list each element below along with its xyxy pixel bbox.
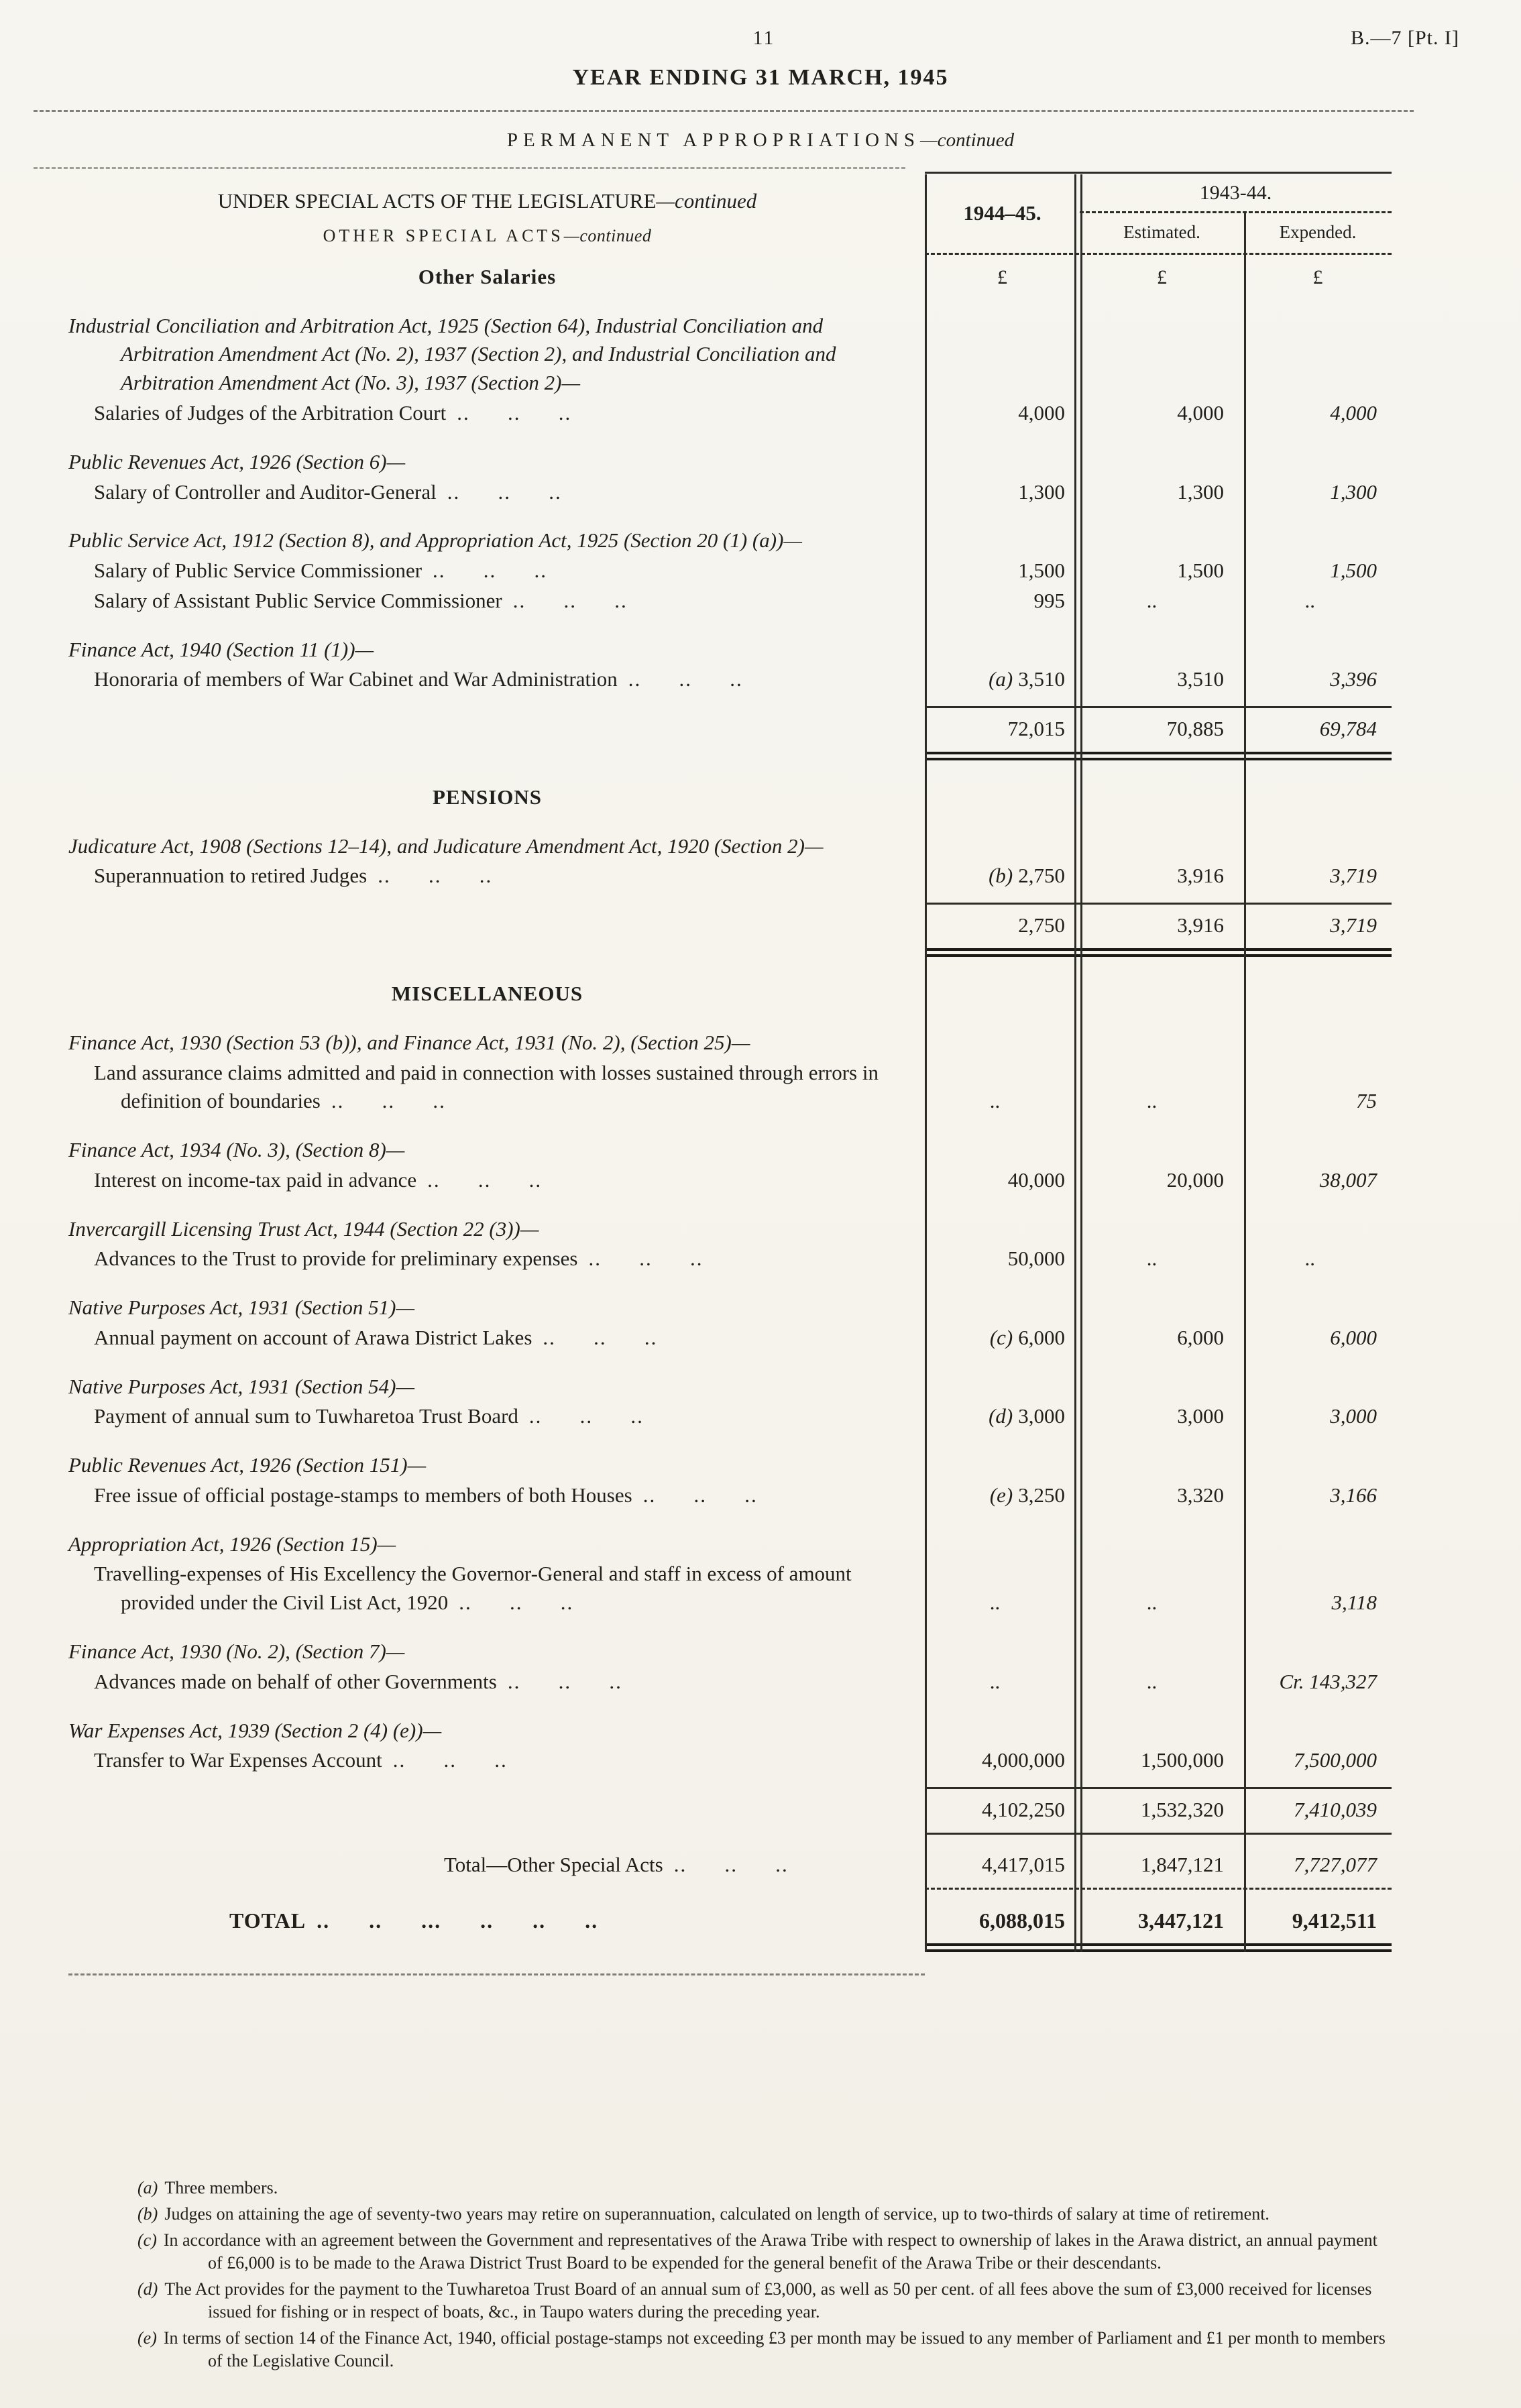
amount-estimated: .. bbox=[1146, 1247, 1158, 1271]
currency-symbol-estimated: £ bbox=[1157, 266, 1167, 288]
act-citation: Invercargill Licensing Trust Act, 1944 (Section 22 (3))— bbox=[68, 1216, 539, 1241]
column-header-1943-44: 1943-44. bbox=[1080, 174, 1392, 213]
grand-total-band bbox=[925, 1899, 1392, 1952]
amount-expended: 4,000 bbox=[1330, 401, 1377, 425]
dot-leaders: .. .. .. bbox=[427, 1167, 543, 1192]
item-label: Advances to the Trust to provide for preliminary expenses bbox=[94, 1247, 578, 1271]
subtotal-1944-45: 2,750 bbox=[1018, 913, 1065, 937]
act-citation: Finance Act, 1934 (No. 3), (Section 8)— bbox=[68, 1138, 405, 1162]
subtotal-estimated: 1,532,320 bbox=[1141, 1798, 1224, 1822]
amount-1944-45: .. bbox=[989, 1591, 1001, 1615]
appropriations-table bbox=[68, 172, 1392, 1975]
header-line1: UNDER SPECIAL ACTS OF THE LEGISLATURE bbox=[217, 189, 657, 213]
amount-1944-45: 1,300 bbox=[1018, 479, 1065, 504]
act-citation: Finance Act, 1930 (Section 53 (b)), and Finance Act, 1931 (No. 2), (Section 25)— bbox=[68, 1030, 750, 1054]
grand-total-expended: 9,412,511 bbox=[1292, 1908, 1377, 1933]
dot-leaders: .. .. .. bbox=[528, 1404, 644, 1428]
item-label: Advances made on behalf of other Governments bbox=[94, 1669, 497, 1693]
footnote-b bbox=[67, 2203, 1394, 2226]
section-heading-row bbox=[68, 980, 1392, 1009]
table-row bbox=[68, 557, 1392, 585]
subcolumn-headers bbox=[1080, 213, 1392, 253]
column-header-estimated: Estimated. bbox=[1123, 221, 1200, 242]
column-rule-2 bbox=[1244, 213, 1246, 1951]
table-entry bbox=[68, 312, 1392, 428]
table-row bbox=[68, 1324, 1392, 1353]
table-entry bbox=[68, 1215, 1392, 1274]
item-label: Salary of Controller and Auditor-General bbox=[94, 479, 437, 504]
table-row bbox=[68, 1560, 1392, 1617]
act-citation: Public Service Act, 1912 (Section 8), and Appropriation Act, 1925 (Section 20 (1) (a))— bbox=[68, 528, 802, 553]
amount-expended: .. bbox=[1305, 1247, 1316, 1271]
item-label: Superannuation to retired Judges bbox=[94, 864, 368, 888]
table-entry bbox=[68, 1373, 1392, 1432]
dot-leaders: .. .. .. bbox=[512, 588, 628, 612]
amount-estimated: .. bbox=[1146, 1591, 1158, 1615]
column-rule-1 bbox=[925, 174, 927, 1951]
total-band bbox=[925, 1844, 1392, 1890]
subtotal-expended: 7,410,039 bbox=[1294, 1798, 1377, 1822]
item-label: Transfer to War Expenses Account bbox=[94, 1748, 382, 1772]
table-entry bbox=[68, 1717, 1392, 1776]
subtotal-1944-45: 72,015 bbox=[1007, 717, 1065, 741]
amount-estimated: 3,000 bbox=[1177, 1404, 1224, 1428]
total-other-label: Total—Other Special Acts bbox=[444, 1852, 663, 1876]
footnote-marker: (a) bbox=[137, 2178, 158, 2198]
column-header-1944-45: 1944–45. bbox=[963, 200, 1041, 225]
page-number: 11 bbox=[752, 27, 775, 49]
table-row bbox=[68, 1245, 1392, 1273]
footnote-text: Judges on attaining the age of seventy-two years may retire on superannuation, calculated on length of service, up to two-thirds of salary at time of retirement. bbox=[164, 2203, 1270, 2224]
footnote-marker: (d) bbox=[137, 2279, 158, 2299]
dot-leaders: .. .. .. bbox=[392, 1748, 508, 1772]
amount-estimated: 3,510 bbox=[1177, 667, 1224, 691]
dot-leaders: .. .. .. bbox=[642, 1483, 758, 1507]
table-row bbox=[68, 665, 1392, 694]
amount-1944-45: 1,500 bbox=[1018, 559, 1065, 583]
footnote-d bbox=[67, 2278, 1394, 2324]
amount-expended: .. bbox=[1305, 588, 1316, 612]
act-citation: War Expenses Act, 1939 (Section 2 (4) (e))— bbox=[68, 1718, 442, 1742]
amount-1944-45: (a) 3,510 bbox=[989, 667, 1065, 691]
amount-expended: 6,000 bbox=[1330, 1325, 1377, 1349]
amount-estimated: .. bbox=[1146, 588, 1158, 612]
table-header-row bbox=[68, 172, 1392, 255]
amount-1944-45: .. bbox=[989, 1089, 1001, 1113]
act-citation: Industrial Conciliation and Arbitration Act, 1925 (Section 64), Industrial Conciliation and Arbitration Amendment Act (No. 2), 1937 (Section 2), and Industrial Conciliation and Arbitration Amendment Act (No. 3), 1937 (Section 2)— bbox=[68, 313, 836, 395]
table-entry bbox=[68, 636, 1392, 695]
header-line2: OTHER SPECIAL ACTS bbox=[323, 226, 564, 246]
footnote-c bbox=[67, 2229, 1394, 2275]
table-entry bbox=[68, 1530, 1392, 1617]
amount-estimated: .. bbox=[1146, 1089, 1158, 1113]
dot-leaders: .. .. .. bbox=[673, 1852, 789, 1876]
table-row bbox=[68, 587, 1392, 616]
footnote-marker: (e) bbox=[137, 2328, 157, 2348]
table-grid bbox=[68, 172, 1392, 1951]
grand-total-label: TOTAL bbox=[229, 1908, 306, 1933]
amount-estimated: 4,000 bbox=[1177, 401, 1224, 425]
item-label: Salaries of Judges of the Arbitration Court bbox=[94, 401, 447, 425]
section-heading-pensions: PENSIONS bbox=[432, 785, 543, 809]
subtotal-band bbox=[925, 1787, 1392, 1835]
grand-total-row bbox=[68, 1899, 1392, 1952]
footnote-text: In accordance with an agreement between the Government and representatives of the Arawa Tribe with respect to ownership of lakes in the Arawa district, an annual payment of £6,000 is to be made to the Arawa District Trust Board to be expended for the general benefit of the Arawa Tribe or their descendants. bbox=[163, 2230, 1377, 2273]
amount-1944-45: 995 bbox=[1033, 588, 1065, 612]
dot-leaders: .. .. ... .. .. .. bbox=[317, 1908, 599, 1933]
money-columns-header bbox=[925, 172, 1392, 255]
table-row bbox=[68, 862, 1392, 891]
item-label: Payment of annual sum to Tuwharetoa Trust Board bbox=[94, 1404, 518, 1428]
table-entry bbox=[68, 526, 1392, 615]
amount-1944-45: 40,000 bbox=[1007, 1167, 1065, 1192]
divider-rule-partial bbox=[34, 167, 905, 169]
item-label: Annual payment on account of Arawa District Lakes bbox=[94, 1325, 532, 1349]
item-label: Honoraria of members of War Cabinet and War Administration bbox=[94, 667, 618, 691]
footnote-text: Three members. bbox=[164, 2178, 278, 2198]
dot-leaders: .. .. .. bbox=[447, 479, 562, 504]
table-row bbox=[68, 478, 1392, 507]
amount-1944-45: .. bbox=[989, 1669, 1001, 1693]
page-header bbox=[0, 0, 1521, 52]
total-1944-45: 4,417,015 bbox=[982, 1852, 1065, 1876]
amount-estimated: 3,320 bbox=[1177, 1483, 1224, 1507]
dot-leaders: .. .. .. bbox=[433, 559, 548, 583]
dot-leaders: .. .. .. bbox=[378, 864, 493, 888]
under-special-acts-heading bbox=[68, 187, 906, 216]
table-entry bbox=[68, 1029, 1392, 1116]
amount-expended: 3,719 bbox=[1330, 864, 1377, 888]
subtotal-band bbox=[925, 706, 1392, 760]
item-label: Land assurance claims admitted and paid in connection with losses sustained through errors in definition of boundaries bbox=[94, 1060, 879, 1113]
dot-leaders: .. .. .. bbox=[628, 667, 743, 691]
footnote-text: The Act provides for the payment to the Tuwharetoa Trust Board of an annual sum of £3,000, as well as 50 per cent. of all fees above the sum of £3,000 received for licenses issued for fishing or in respect of boats, &c., in Taupo waters during the preceding year. bbox=[164, 2279, 1372, 2322]
amount-expended: 75 bbox=[1356, 1089, 1377, 1113]
amount-estimated: 1,500 bbox=[1177, 559, 1224, 583]
amount-1944-45: 4,000 bbox=[1018, 401, 1065, 425]
section-heading-row bbox=[68, 783, 1392, 812]
amount-estimated: 3,916 bbox=[1177, 864, 1224, 888]
amount-expended: 1,300 bbox=[1330, 479, 1377, 504]
grand-total-estimated: 3,447,121 bbox=[1138, 1908, 1224, 1933]
table-entry bbox=[68, 448, 1392, 507]
table-entry bbox=[68, 1451, 1392, 1510]
item-label: Travelling-expenses of His Excellency the Governor-General and staff in excess of amount provided under the Civil List Act, 1920 bbox=[94, 1562, 852, 1615]
amount-1944-45: (e) 3,250 bbox=[989, 1483, 1065, 1507]
total-expended: 7,727,077 bbox=[1294, 1852, 1377, 1876]
currency-row bbox=[68, 263, 1392, 292]
table-bottom-rule bbox=[68, 1973, 925, 1975]
table-row bbox=[68, 1402, 1392, 1431]
document-reference: B.—7 [Pt. I] bbox=[1351, 27, 1459, 49]
grand-total-1944-45: 6,088,015 bbox=[979, 1908, 1065, 1933]
footnote-marker: (c) bbox=[137, 2230, 157, 2250]
total-other-special-acts-row bbox=[68, 1844, 1392, 1890]
subtotal-row bbox=[68, 903, 1392, 957]
permanent-appropriations-heading bbox=[0, 127, 1521, 154]
section-heading-miscellaneous: MISCELLANEOUS bbox=[391, 981, 583, 1005]
amount-expended: 3,118 bbox=[1331, 1591, 1377, 1615]
header-line1-continued: —continued bbox=[656, 189, 757, 213]
heading-continued: —continued bbox=[919, 129, 1015, 152]
table-entry bbox=[68, 1638, 1392, 1697]
footnote-e bbox=[67, 2327, 1394, 2373]
section-heading-other-salaries: Other Salaries bbox=[418, 264, 557, 288]
amount-expended: 1,500 bbox=[1330, 559, 1377, 583]
amount-estimated: .. bbox=[1146, 1669, 1158, 1693]
amount-expended: Cr. 143,327 bbox=[1279, 1669, 1377, 1693]
act-citation: Finance Act, 1930 (No. 2), (Section 7)— bbox=[68, 1639, 405, 1663]
column-header-1943-44-group bbox=[1080, 174, 1392, 253]
footnote-marker: (b) bbox=[137, 2203, 158, 2224]
dot-leaders: .. .. .. bbox=[331, 1089, 446, 1113]
table-entry bbox=[68, 1294, 1392, 1353]
column-header-expended: Expended. bbox=[1279, 221, 1357, 242]
subtotal-1944-45: 4,102,250 bbox=[982, 1798, 1065, 1822]
dot-leaders: .. .. .. bbox=[507, 1669, 622, 1693]
amount-expended: 38,007 bbox=[1319, 1167, 1377, 1192]
subtotal-expended: 3,719 bbox=[1330, 913, 1377, 937]
table-row bbox=[68, 1481, 1392, 1510]
subtotal-estimated: 3,916 bbox=[1177, 913, 1224, 937]
column-rule-double bbox=[1074, 174, 1082, 1951]
dot-leaders: .. .. .. bbox=[457, 401, 572, 425]
table-row bbox=[68, 1746, 1392, 1775]
currency-symbol-1944-45: £ bbox=[997, 266, 1007, 288]
dot-leaders: .. .. .. bbox=[588, 1247, 703, 1271]
amount-1944-45: (b) 2,750 bbox=[989, 864, 1065, 888]
amount-estimated: 20,000 bbox=[1166, 1167, 1224, 1192]
item-label: Salary of Public Service Commissioner bbox=[94, 559, 422, 583]
currency-symbol-expended: £ bbox=[1312, 266, 1323, 288]
act-citation: Native Purposes Act, 1931 (Section 54)— bbox=[68, 1374, 415, 1398]
amount-1944-45: (c) 6,000 bbox=[989, 1325, 1065, 1349]
table-entry bbox=[68, 1136, 1392, 1195]
amount-expended: 3,166 bbox=[1330, 1483, 1377, 1507]
act-citation: Finance Act, 1940 (Section 11 (1))— bbox=[68, 637, 374, 661]
footnotes bbox=[67, 2174, 1394, 2373]
dot-leaders: .. .. .. bbox=[543, 1325, 658, 1349]
heading-caps: PERMANENT APPROPRIATIONS bbox=[506, 129, 920, 152]
table-row bbox=[68, 1059, 1392, 1116]
subtotal-row bbox=[68, 1787, 1392, 1835]
dot-leaders: .. .. .. bbox=[459, 1591, 574, 1615]
other-special-acts-heading bbox=[68, 224, 906, 248]
act-citation: Native Purposes Act, 1931 (Section 51)— bbox=[68, 1296, 415, 1320]
act-citation: Public Revenues Act, 1926 (Section 6)— bbox=[68, 449, 406, 473]
header-line2-continued: —continued bbox=[563, 226, 652, 246]
act-citation: Public Revenues Act, 1926 (Section 151)— bbox=[68, 1453, 427, 1477]
subtotal-band bbox=[925, 903, 1392, 957]
table-entry bbox=[68, 832, 1392, 891]
act-citation: Judicature Act, 1908 (Sections 12–14), and Judicature Amendment Act, 1920 (Section 2)— bbox=[68, 834, 824, 858]
amount-expended: 3,000 bbox=[1330, 1404, 1377, 1428]
subtotal-estimated: 70,885 bbox=[1166, 717, 1224, 741]
description-header bbox=[68, 187, 925, 255]
subtotal-expended: 69,784 bbox=[1319, 717, 1377, 741]
subtotal-row bbox=[68, 706, 1392, 760]
amount-estimated: 1,500,000 bbox=[1141, 1748, 1224, 1772]
item-label: Salary of Assistant Public Service Commissioner bbox=[94, 588, 502, 612]
amount-1944-45: (d) 3,000 bbox=[989, 1404, 1065, 1428]
amount-estimated: 1,300 bbox=[1177, 479, 1224, 504]
amount-1944-45: 50,000 bbox=[1007, 1247, 1065, 1271]
table-row bbox=[68, 1166, 1392, 1195]
footnote-text: In terms of section 14 of the Finance Act, 1940, official postage-stamps not exceeding £3 per month may be issued to any member of Parliament and £1 per month to members of the Legislative Council. bbox=[163, 2328, 1386, 2371]
act-citation: Appropriation Act, 1926 (Section 15)— bbox=[68, 1532, 396, 1556]
divider-rule bbox=[34, 110, 1414, 112]
table-row bbox=[68, 399, 1392, 428]
footnote-a bbox=[67, 2177, 1394, 2200]
item-label: Free issue of official postage-stamps to members of both Houses bbox=[94, 1483, 632, 1507]
total-estimated: 1,847,121 bbox=[1141, 1852, 1224, 1876]
amount-estimated: 6,000 bbox=[1177, 1325, 1224, 1349]
amount-1944-45: 4,000,000 bbox=[982, 1748, 1065, 1772]
table-row bbox=[68, 1668, 1392, 1697]
item-label: Interest on income-tax paid in advance bbox=[94, 1167, 417, 1192]
page-title: YEAR ENDING 31 MARCH, 1945 bbox=[572, 65, 949, 91]
amount-expended: 3,396 bbox=[1330, 667, 1377, 691]
amount-expended: 7,500,000 bbox=[1294, 1748, 1377, 1772]
